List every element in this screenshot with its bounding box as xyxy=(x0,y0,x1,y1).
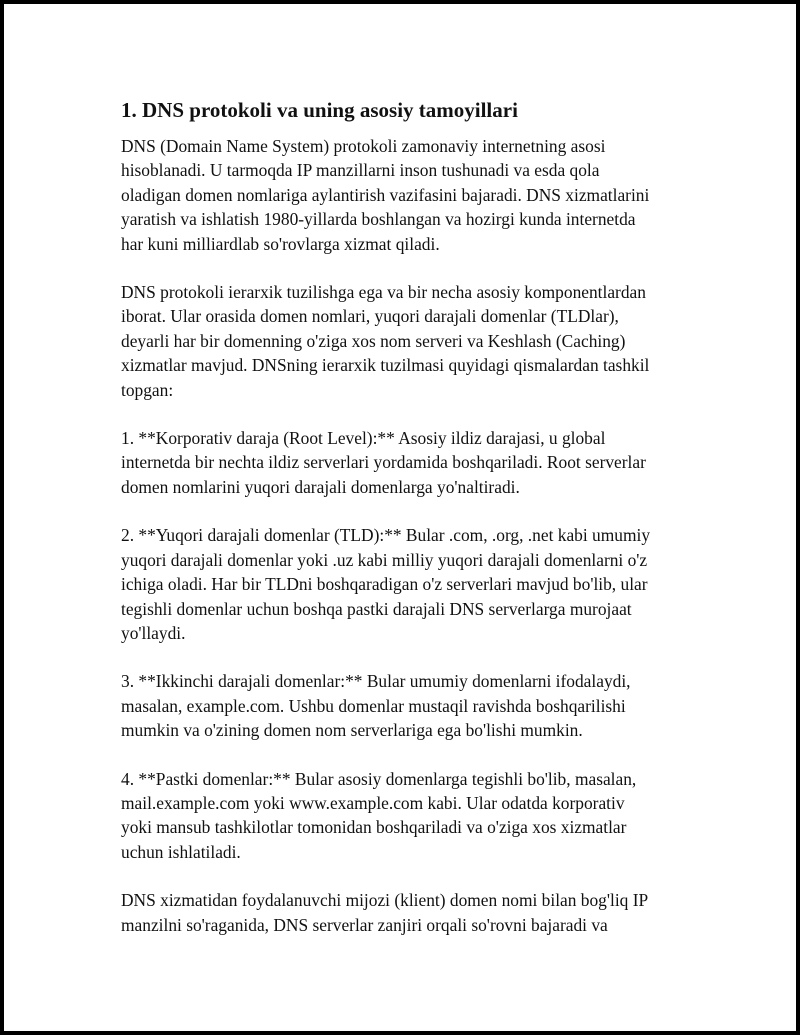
list-item-tld: 2. **Yuqori darajali domenlar (TLD):** Bular .com, .org, .net kabi umumiy yuqori darajali domenlar yoki .uz kabi milliy yuqori darajali domenlarni o'z ichiga oladi. Har bir TLDni boshqaradigan o'z serverlari mavjud bo'lib, ular tegishli domenlar uchun boshqa pastki darajali DNS serverlarga murojaat yo'llaydi. xyxy=(121,525,651,643)
paragraph-hierarchy: DNS protokoli ierarxik tuzilishga ega va bir necha asosiy komponentlardan iborat. Ular orasida domen nomlari, yuqori darajali domenlar (TLDlar), deyarli har bir domenning o'ziga xos nom serveri va Keshlash (Caching) xizmatlar mavjud. DNSning ierarxik tuzilmasi quyidagi qismalardan tashkil topgan: xyxy=(121,282,650,400)
document-body xyxy=(121,96,701,961)
paragraph-intro: DNS (Domain Name System) protokoli zamonaviy internetning asosi hisoblanadi. U tarmoqda IP manzillarni inson tushunadi va esda qola oladigan domen nomlariga aylantirish vazifasini bajaradi. DNS xizmatlarini yaratish va ishlatish 1980-yillarda boshlangan va hozirgi kunda internetda har kuni milliardlab so'rovlarga xizmat qiladi. xyxy=(121,136,650,254)
list-item-second-level: 3. **Ikkinchi darajali domenlar:** Bular umumiy domenlarni ifodalaydi, masalan, example.com. Ushbu domenlar mustaqil ravishda boshqarilishi mumkin va o'zining domen nom serverlariga ega bo'lishi mumkin. xyxy=(121,671,631,741)
list-item-subdomains: 4. **Pastki domenlar:** Bular asosiy domenlarga tegishli bo'lib, masalan, mail.example.com yoki www.example.com kabi. Ular odatda korporativ yoki mansub tashkilotlar tomonidan boshqariladi va o'ziga xos xizmatlar uchun ishlatiladi. xyxy=(121,768,637,862)
paragraph-resolution: DNS xizmatidan foydalanuvchi mijozi (klient) domen nomi bilan bog'liq IP manzilni so'raganida, DNS serverlar zanjiri orqali so'rovni bajaradi va xyxy=(121,890,649,935)
list-item-root-level: 1. **Korporativ daraja (Root Level):** Asosiy ildiz darajasi, u global internetda bir nechta ildiz serverlari yordamida boshqariladi. Root serverlar domen nomlarini yuqori darajali domenlarga yo'naltiradi. xyxy=(121,428,646,497)
section-heading: 1. DNS protokoli va uning asosiy tamoyillari xyxy=(121,98,518,122)
